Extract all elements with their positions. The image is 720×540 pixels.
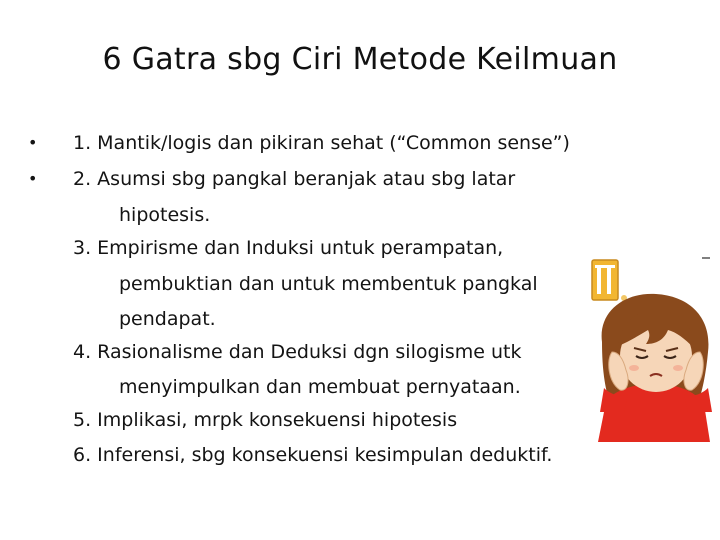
list-item-continuation: menyimpulkan dan membuat pernyataan. bbox=[119, 376, 521, 398]
bullet-marker: • bbox=[28, 133, 38, 152]
list-item: 4. Rasionalisme dan Deduksi dgn silogisme utk bbox=[73, 341, 522, 363]
slide-title: 6 Gatra sbg Ciri Metode Keilmuan bbox=[102, 42, 618, 77]
list-item-continuation: pembuktian dan untuk membentuk pangkal bbox=[119, 273, 538, 295]
list-item-continuation: pendapat. bbox=[119, 308, 216, 330]
bullet-marker: • bbox=[28, 169, 38, 188]
list-item-continuation: hipotesis. bbox=[119, 204, 211, 226]
confused-person-holding-head-icon bbox=[584, 252, 714, 442]
list-item: 3. Empirisme dan Induksi untuk perampatan, bbox=[73, 237, 504, 259]
list-item: 5. Implikasi, mrpk konsekuensi hipotesis bbox=[73, 409, 458, 431]
list-item: 1. Mantik/logis dan pikiran sehat (“Common sense”) bbox=[73, 132, 570, 154]
list-item: 6. Inferensi, sbg konsekuensi kesimpulan deduktif. bbox=[73, 444, 553, 466]
list-item: 2. Asumsi sbg pangkal beranjak atau sbg latar bbox=[73, 168, 516, 190]
